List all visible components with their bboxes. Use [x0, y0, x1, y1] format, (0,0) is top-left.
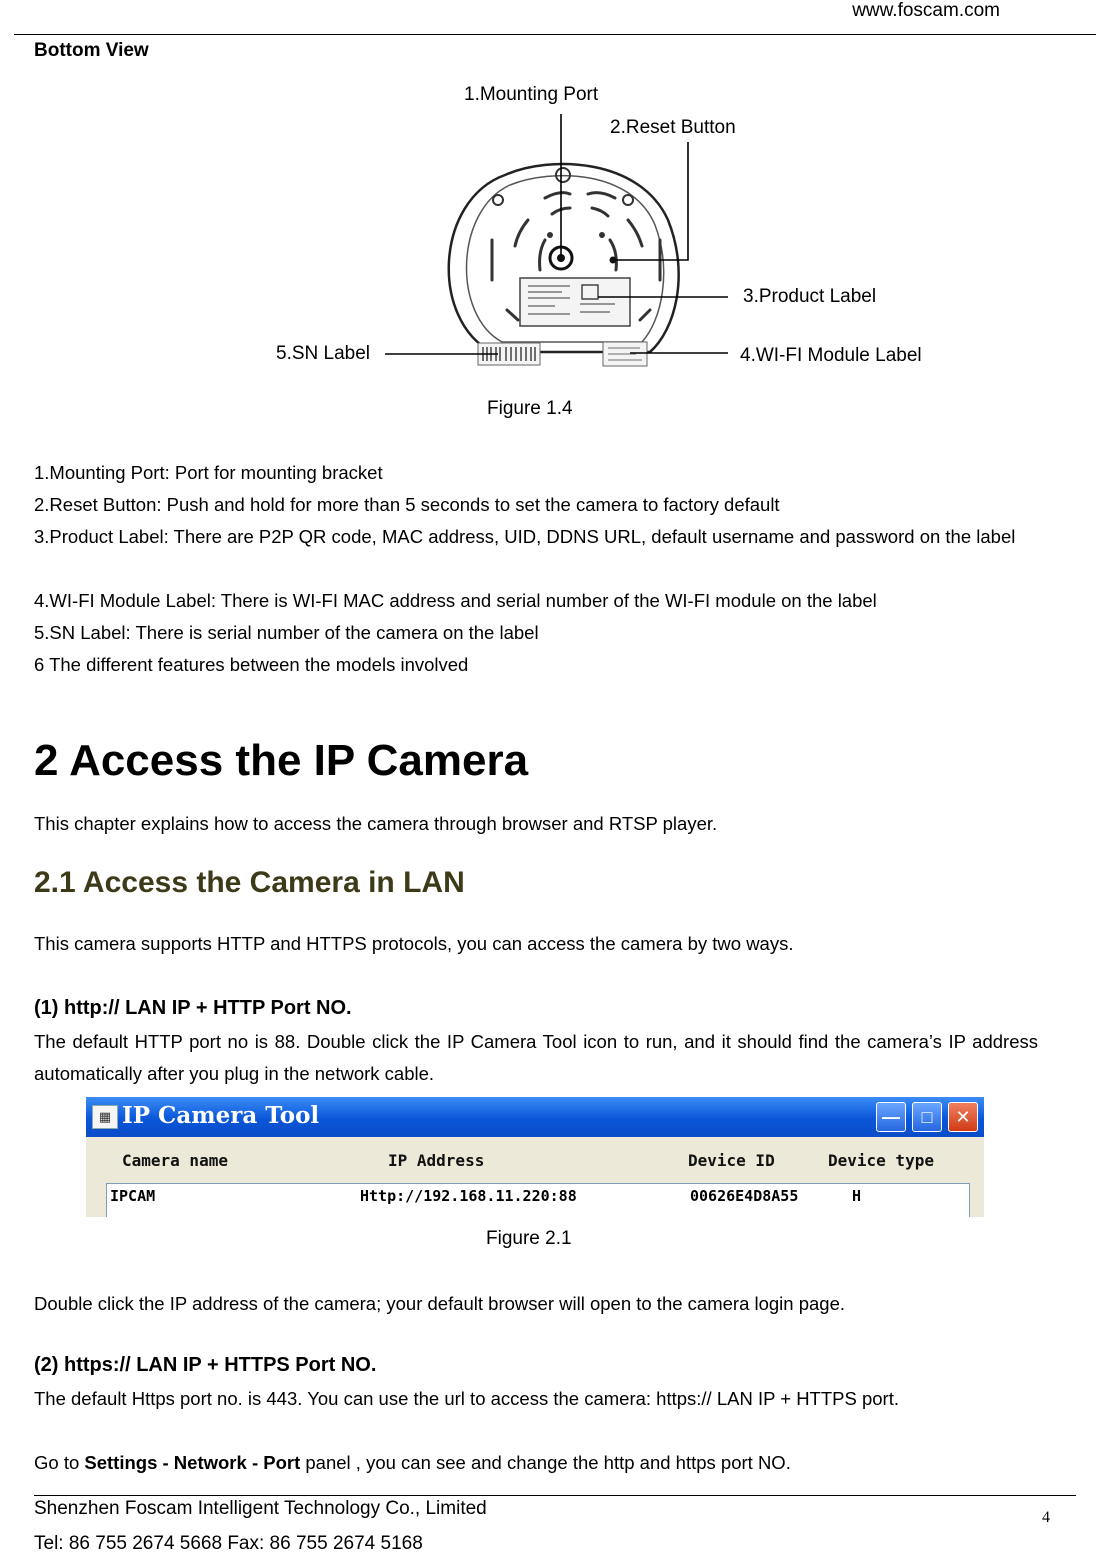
window-title: IP Camera Tool	[122, 1102, 320, 1129]
footer-divider	[34, 1495, 1076, 1496]
cell-device-type[interactable]: H	[852, 1187, 862, 1205]
page-number: 4	[1042, 1509, 1050, 1526]
figure-1-4-caption: Figure 1.4	[487, 398, 573, 419]
description-item: 5.SN Label: There is serial number of the camera on the label	[34, 622, 539, 643]
description-item: 2.Reset Button: Push and hold for more than 5 seconds to set the camera to factory default	[34, 494, 780, 515]
reset-button-icon	[610, 257, 617, 264]
column-header-device-id[interactable]: Device ID	[688, 1151, 775, 1170]
section-title: 2.1 Access the Camera in LAN	[34, 866, 465, 899]
close-button[interactable]: ✕	[948, 1102, 978, 1132]
footer-company: Shenzhen Foscam Intelligent Technology Co., Limited	[34, 1498, 487, 1519]
description-item: 6 The different features between the models involved	[34, 654, 469, 675]
header-website: www.foscam.com	[852, 0, 1000, 21]
maximize-button[interactable]: □	[912, 1102, 942, 1132]
callout-product-label: 3.Product Label	[743, 286, 877, 307]
method-2-heading: (2) https:// LAN IP + HTTPS Port NO.	[34, 1354, 377, 1376]
app-icon: ▦	[92, 1105, 118, 1129]
section-intro: This camera supports HTTP and HTTPS protocols, you can access the camera by two ways.	[34, 933, 794, 954]
after-figure-text: Double click the IP address of the camera; your default browser will open to the camera login page.	[34, 1293, 846, 1314]
callout-mounting-port: 1.Mounting Port	[464, 84, 599, 105]
chapter-intro: This chapter explains how to access the camera through browser and RTSP player.	[34, 813, 718, 834]
method-2-body: The default Https port no. is 443. You can use the url to access the camera: https:// LAN IP + HTTPS port.	[34, 1388, 899, 1409]
column-header-device-type[interactable]: Device type	[828, 1151, 934, 1170]
chapter-title: 2 Access the IP Camera	[34, 736, 529, 785]
callout-sn-label: 5.SN Label	[276, 343, 371, 364]
footer-contact: Tel: 86 755 2674 5668 Fax: 86 755 2674 5168	[34, 1533, 423, 1554]
method-1-heading: (1) http:// LAN IP + HTTP Port NO.	[34, 997, 352, 1019]
minimize-button[interactable]: —	[876, 1102, 906, 1132]
figure-2-1-caption: Figure 2.1	[486, 1228, 572, 1249]
goto-prefix: Go to	[34, 1452, 85, 1473]
screw-hole	[599, 232, 605, 238]
description-item: 1.Mounting Port: Port for mounting bracket	[34, 462, 383, 483]
screw-hole	[547, 232, 553, 238]
callout-reset-button: 2.Reset Button	[610, 117, 736, 138]
callout-wifi-label: 4.WI-FI Module Label	[740, 345, 922, 366]
ip-camera-tool-window	[86, 1097, 984, 1217]
method-1-body: The default HTTP port no is 88. Double click the IP Camera Tool icon to run, and it should find the camera’s IP address automatically after you plug in the network cable.	[34, 1031, 1038, 1084]
cell-camera-name[interactable]: IPCAM	[110, 1187, 156, 1205]
goto-suffix: panel , you can see and change the http and https port NO.	[300, 1452, 791, 1473]
description-item: 3.Product Label: There are P2P QR code, MAC address, UID, DDNS URL, default username and password on the label	[34, 526, 1016, 547]
column-header-ip-address[interactable]: IP Address	[388, 1151, 485, 1170]
cell-device-id[interactable]: 00626E4D8A55	[690, 1187, 799, 1205]
settings-path: Settings - Network - Port	[84, 1452, 301, 1473]
cell-ip-address[interactable]: Http://192.168.11.220:88	[360, 1187, 577, 1205]
goto-instruction	[34, 1447, 791, 1479]
column-header-camera-name[interactable]: Camera name	[122, 1151, 228, 1170]
product-label-plate	[520, 278, 630, 326]
header-divider	[14, 34, 1096, 35]
description-item: 4.WI-FI Module Label: There is WI-FI MAC address and serial number of the WI-FI module on the label	[34, 590, 877, 611]
section-label: Bottom View	[34, 40, 149, 61]
